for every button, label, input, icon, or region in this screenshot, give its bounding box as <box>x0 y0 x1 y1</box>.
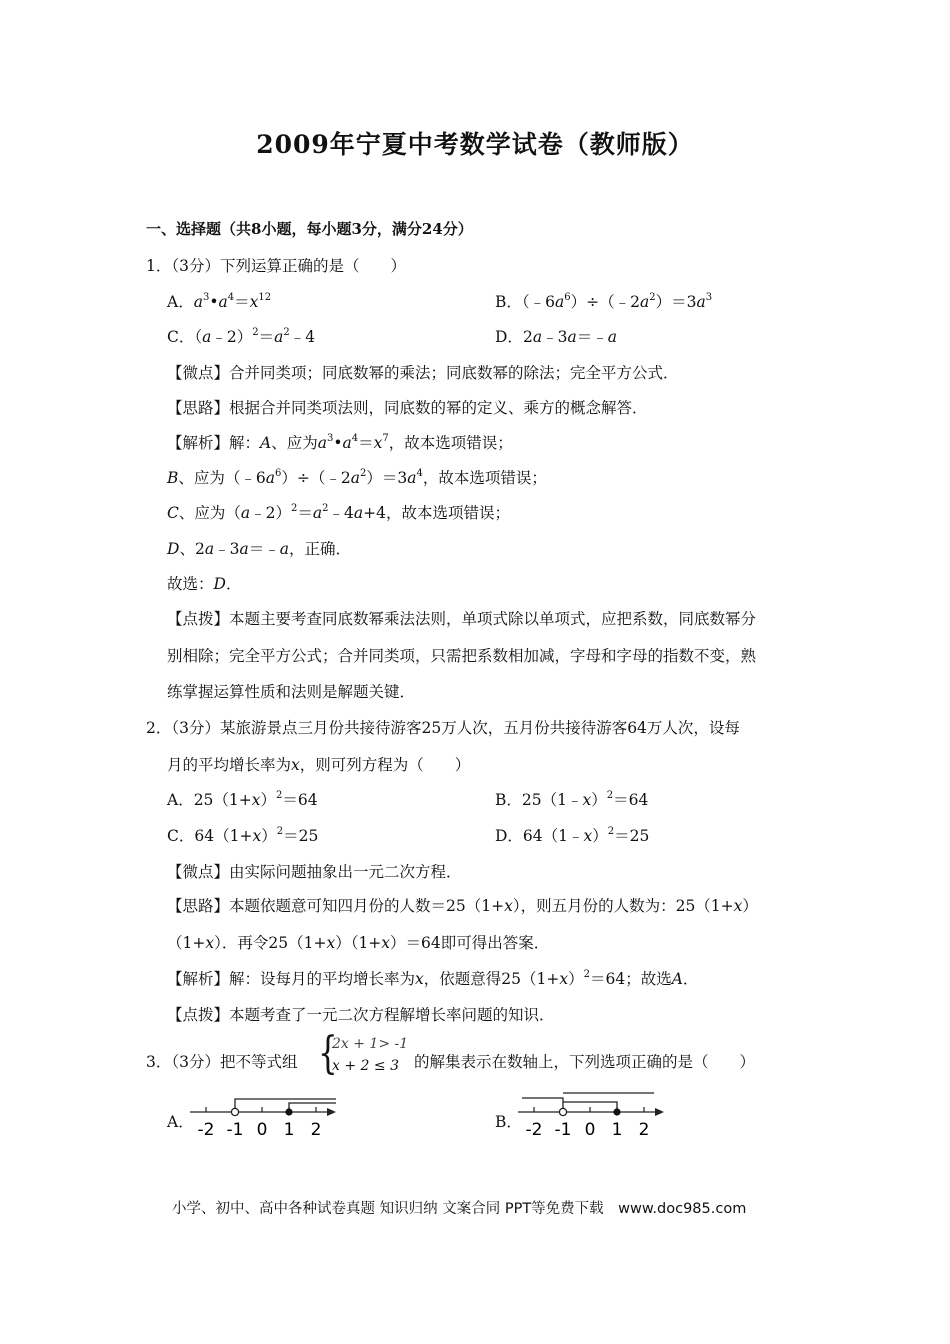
q1-jiexi-line-2: B、应为$(﹣6a^6)\div(﹣2a^2)=3a^4$，故本选项错误； <box>167 468 547 487</box>
question-2-stem-line-2: 月的平均增长率为x，则可列方程为（ ） <box>167 756 471 774</box>
closed-point <box>285 1108 292 1115</box>
inequality-system <box>318 1028 414 1080</box>
inequality-1: 2x + 1> -1 <box>332 1036 409 1052</box>
footer-text: 小学、初中、高中各种试卷真题 知识归纳 文案合同 PPT等免费下载 www.doc985.com <box>172 1201 747 1217</box>
axis-arrow <box>327 1108 336 1116</box>
q1-dianbo-line-1: 【点拨】本题主要考查同底数幂乘法法则，单项式除以单项式，应把系数，同底数幂分 <box>167 610 757 628</box>
q1-jiexi-line-3: C、应为$(a﹣2)^2=a^2﹣4a+4$，故本选项错误； <box>167 503 511 522</box>
q1-option-c: C．$(a﹣2)^2=a^2﹣4$ <box>167 327 316 346</box>
open-point <box>231 1108 238 1115</box>
tick-label: -2 <box>197 1120 215 1140</box>
q2-option-c: C．$64(1+x)^2=25$ <box>167 826 319 845</box>
tick-label: 2 <box>638 1120 650 1140</box>
tick-label: 1 <box>283 1120 295 1140</box>
q2-option-b: B．25（1﹣x）$^2$＝64 <box>495 790 649 809</box>
q1-silu: 【思路】根据合并同类项法则，同底数的幂的定义、乘方的概念解答． <box>167 399 648 417</box>
q1-answer: 故选：D． <box>167 575 242 593</box>
page-title: 2009年宁夏中考数学试卷（教师版） <box>256 130 694 159</box>
inequality-2: x + 2 ≤ 3 <box>332 1058 399 1074</box>
q2-weidian: 【微点】由实际问题抽象出一元二次方程． <box>167 863 462 881</box>
tick-label: 1 <box>611 1120 623 1140</box>
question-2-stem-line-1: 2．（3分）某旅游景点三月份共接待游客25万人次，五月份共接待游客64万人次，设每 <box>146 719 740 737</box>
brace-symbol: { <box>318 1028 338 1079</box>
axis-arrow <box>655 1108 664 1116</box>
open-point <box>559 1108 566 1115</box>
q2-dianbo: 【点拨】本题考查了一元二次方程解增长率问题的知识． <box>167 1006 555 1024</box>
tick-label: 0 <box>256 1120 268 1140</box>
question-3-stem-start: 3．（3分）把不等式组 <box>146 1053 298 1071</box>
q3-option-a-number-line <box>190 1090 340 1142</box>
q3-option-b-number-line <box>518 1090 668 1142</box>
question-1-stem: 1．（3分）下列运算正确的是（ ） <box>146 257 406 275</box>
q1-option-d: D．2a﹣3a＝﹣a <box>495 328 617 346</box>
tick-label: 2 <box>310 1120 322 1140</box>
q1-dianbo-line-3: 练掌握运算性质和法则是解题关键． <box>167 683 416 701</box>
q2-silu-line-1: 【思路】本题依题意可知四月份的人数＝25（1+x），则五月份的人数为：25（1+x） <box>167 897 758 915</box>
q3-option-b-label: B． <box>495 1113 522 1131</box>
solution-range-line <box>522 1098 563 1112</box>
q2-option-d: D．64（1﹣x）$^2$＝25 <box>495 826 650 845</box>
solution-range-line <box>235 1099 336 1112</box>
tick-label: -1 <box>554 1120 572 1140</box>
q1-option-a: A．$a^3•a^4=x^{12}$ <box>167 292 272 311</box>
q2-option-a: A．$25(1+x)^2=64$ <box>167 790 318 809</box>
tick-label: -1 <box>226 1120 244 1140</box>
q1-jiexi-line-1: 【解析】解：A、应为$a^3•a^4=x^7$，故本选项错误； <box>167 433 513 452</box>
closed-point <box>613 1108 620 1115</box>
tick-label: 0 <box>584 1120 596 1140</box>
q1-dianbo-line-2: 别相除；完全平方公式；合并同类项，只需把系数相加减，字母和字母的指数不变，熟 <box>167 647 757 665</box>
q3-option-a-label: A． <box>167 1113 194 1131</box>
q1-option-b: B．$(﹣6a^6)\div(﹣2a^2)=3a^3$ <box>495 292 713 311</box>
q1-jiexi-line-4: D、2a﹣3a＝﹣a，正确． <box>167 540 351 558</box>
q2-silu-line-2: （1+x）．再令25（1+x）（1+x）＝64即可得出答案． <box>167 934 550 952</box>
q2-jiexi: 【解析】解：设每月的平均增长率为x，依题意得$25(1+x)^2=64$；故选A． <box>167 969 699 988</box>
tick-label: -2 <box>525 1120 543 1140</box>
q1-weidian: 【微点】合并同类项；同底数幂的乘法；同底数幂的除法；完全平方公式． <box>167 364 679 382</box>
section-heading: 一、选择题（共8小题，每小题3分，满分24分） <box>146 220 473 238</box>
question-3-stem-end: 的解集表示在数轴上，下列选项正确的是（ ） <box>414 1053 756 1071</box>
